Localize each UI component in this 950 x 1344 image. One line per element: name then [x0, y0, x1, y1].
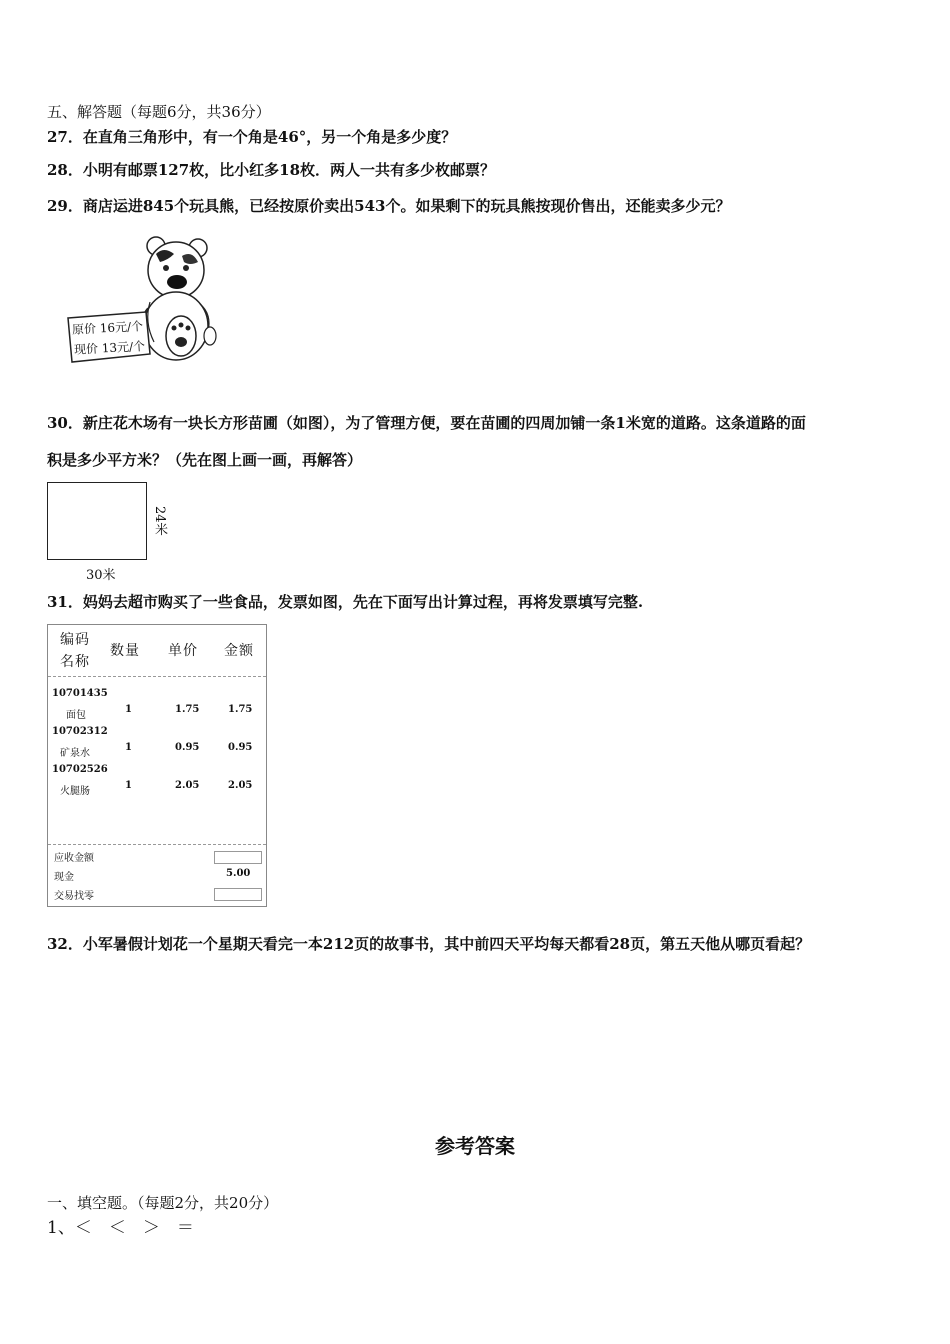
receipt-header-qty: 数量 [110, 643, 140, 659]
item-code: 10702526 [52, 764, 108, 775]
cash-label: 现金 [54, 872, 74, 883]
item-qty: 1 [125, 704, 132, 715]
item-amount: 0.95 [228, 742, 253, 753]
question-27: 27．在直角三角形中，有一个角是46°，另一个角是多少度？ [47, 128, 457, 146]
question-31: 31．妈妈去超市购买了一些食品，发票如图，先在下面写出计算过程，再将发票填写完整. [47, 593, 644, 611]
item-name: 面包 [66, 710, 86, 721]
answers-section1-heading: 一、填空题。（每题2分，共20分） [47, 1194, 279, 1212]
item-code: 10701435 [52, 688, 108, 699]
receipt-header-code: 编码 [60, 632, 90, 648]
due-amount-label: 应收金额 [54, 853, 94, 864]
receipt [47, 624, 267, 907]
teddy-bear-figure [64, 232, 224, 368]
item-amount: 1.75 [228, 704, 253, 715]
receipt-divider-top [48, 676, 266, 677]
garden-rectangle [47, 482, 147, 560]
item-amount: 2.05 [228, 780, 253, 791]
item-price: 1.75 [175, 704, 200, 715]
sign-original-price: 原价 16元/个 [71, 319, 144, 337]
due-amount-box[interactable] [214, 851, 262, 864]
question-30-line2: 积是多少平方米？（先在图上画一画，再解答） [47, 451, 363, 469]
change-label: 交易找零 [54, 891, 94, 902]
question-29: 29．商店运进845个玩具熊，已经按原价卖出543个。如果剩下的玩具熊按现价售出，还能卖多少元？ [47, 197, 731, 215]
item-price: 2.05 [175, 780, 200, 791]
item-name: 火腿肠 [60, 786, 90, 797]
item-name: 矿泉水 [60, 748, 90, 759]
cash-value: 5.00 [226, 868, 251, 879]
change-box[interactable] [214, 888, 262, 901]
question-30-line1: 30．新庄花木场有一块长方形苗圃（如图），为了管理方便，要在苗圃的四周加铺一条1米宽的道路。这条道路的面 [47, 414, 806, 432]
receipt-divider-bottom [48, 844, 266, 845]
receipt-header-price: 单价 [168, 643, 198, 659]
receipt-header-amount: 金额 [224, 643, 254, 659]
answer-1: 1、＜ ＜ ＞ ＝ [47, 1218, 194, 1238]
item-price: 0.95 [175, 742, 200, 753]
section-heading: 五、解答题（每题6分，共36分） [47, 103, 271, 121]
item-qty: 1 [125, 742, 132, 753]
question-28: 28．小明有邮票127枚，比小红多18枚．两人一共有多少枚邮票？ [47, 161, 496, 179]
question-32: 32．小军暑假计划花一个星期天看完一本212页的故事书，其中前四天平均每天都看28页，第五天他从哪页看起？ [47, 935, 811, 953]
receipt-header-name: 名称 [60, 654, 90, 670]
sign-current-price: 现价 13元/个 [73, 339, 146, 357]
answers-title: 参考答案 [435, 1134, 515, 1158]
item-code: 10702312 [52, 726, 108, 737]
rectangle-width-label: 30米 [86, 568, 116, 583]
item-qty: 1 [125, 780, 132, 791]
rectangle-height-label: 24米 [152, 506, 167, 536]
